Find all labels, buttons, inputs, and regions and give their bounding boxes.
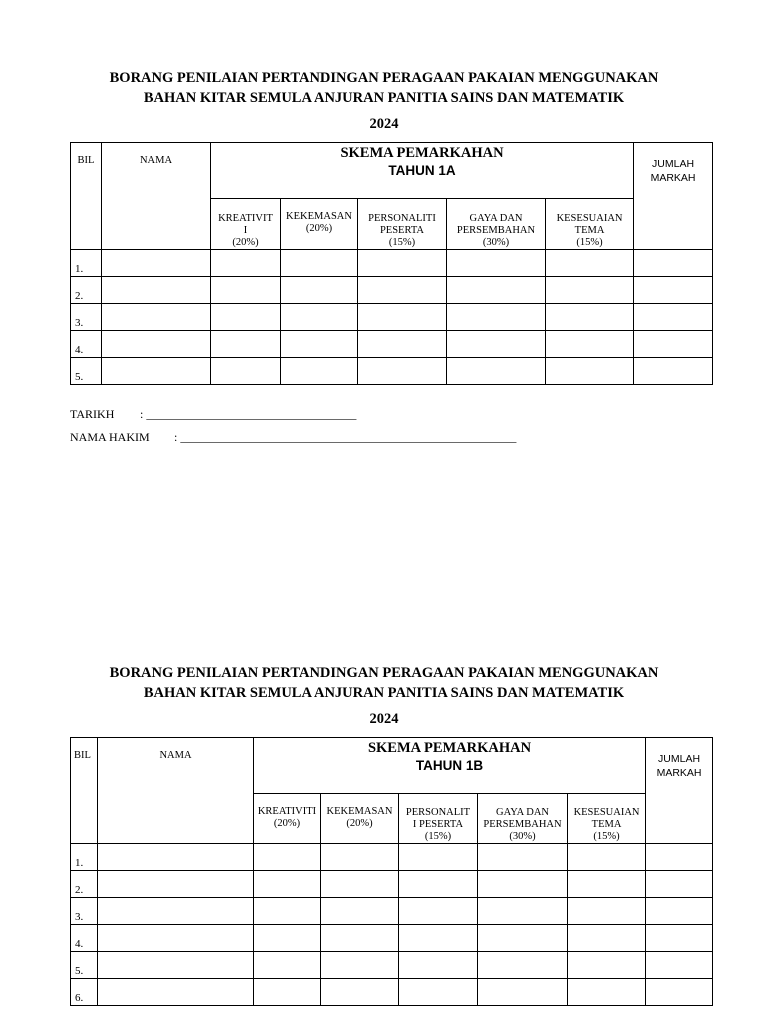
header-jumlah-markah: JUMLAH MARKAH xyxy=(646,738,713,844)
form-year: 2024 xyxy=(369,116,399,132)
table-row: 3. xyxy=(71,898,713,925)
nama-cell[interactable] xyxy=(98,979,254,1006)
criterion-kesesuaian: KESESUAIAN TEMA (15%) xyxy=(546,199,634,250)
nama-cell[interactable] xyxy=(98,952,254,979)
nama-hakim-field[interactable] xyxy=(70,430,516,445)
criterion-gaya: GAYA DAN PERSEMBAHAN (30%) xyxy=(447,199,546,250)
criterion-kekemasan: KEKEMASAN (20%) xyxy=(321,794,399,844)
table-row: 5. xyxy=(71,952,713,979)
nama-cell[interactable] xyxy=(98,925,254,952)
header-skema xyxy=(254,738,646,794)
tarikh-label: TARIKH xyxy=(70,407,115,421)
table-row: 1. xyxy=(71,844,713,871)
table-row: 2. xyxy=(71,277,713,304)
table-row: 3. xyxy=(71,304,713,331)
header-skema xyxy=(211,143,634,199)
score-table-1a xyxy=(70,142,713,385)
tarikh-blank[interactable]: : ___________________________________ xyxy=(140,407,357,421)
criterion-personaliti: PERSONALIT I PESERTA (15%) xyxy=(399,794,478,844)
header-bil: BIL xyxy=(71,143,102,250)
nama-cell[interactable] xyxy=(102,304,211,331)
nama-cell[interactable] xyxy=(102,358,211,385)
form-title xyxy=(64,68,704,108)
scheme-title: SKEMA PEMARKAHAN xyxy=(367,740,532,756)
table-row: 2. xyxy=(71,871,713,898)
title-line-2: BAHAN KITAR SEMULA ANJURAN PANITIA SAINS DAN MATEMATIK xyxy=(143,685,625,701)
header-nama: NAMA xyxy=(98,738,254,844)
criterion-kesesuaian: KESESUAIAN TEMA (15%) xyxy=(568,794,646,844)
criterion-gaya: GAYA DAN PERSEMBAHAN (30%) xyxy=(478,794,568,844)
header-jumlah-markah: JUMLAH MARKAH xyxy=(634,143,713,250)
table-row: 4. xyxy=(71,925,713,952)
table-row: 4. xyxy=(71,331,713,358)
criterion-kekemasan: KEKEMASAN (20%) xyxy=(281,199,358,250)
header-nama: NAMA xyxy=(102,143,211,250)
form-title xyxy=(64,663,704,703)
nama-cell[interactable] xyxy=(98,898,254,925)
scheme-class: TAHUN 1A xyxy=(388,163,456,178)
criterion-personaliti: PERSONALITI PESERTA (15%) xyxy=(358,199,447,250)
table-row: 1. xyxy=(71,250,713,277)
table-row: 5. xyxy=(71,358,713,385)
nama-hakim-label: NAMA HAKIM xyxy=(70,430,150,444)
nama-cell[interactable] xyxy=(98,844,254,871)
tarikh-field[interactable] xyxy=(70,407,356,422)
nama-cell[interactable] xyxy=(102,331,211,358)
criterion-kreativiti: KREATIVITI (20%) xyxy=(254,794,321,844)
title-line-2: BAHAN KITAR SEMULA ANJURAN PANITIA SAINS DAN MATEMATIK xyxy=(143,90,625,106)
score-table-1b xyxy=(70,737,713,1006)
form-tahun-1b xyxy=(0,663,768,728)
scheme-class: TAHUN 1B xyxy=(415,758,484,773)
nama-hakim-blank[interactable]: : ________________________________________________________ xyxy=(174,430,517,444)
scheme-title: SKEMA PEMARKAHAN xyxy=(340,145,504,161)
nama-cell[interactable] xyxy=(98,871,254,898)
title-line-1: BORANG PENILAIAN PERTANDINGAN PERAGAAN PAKAIAN MENGGUNAKAN xyxy=(109,665,659,681)
criterion-kreativiti: KREATIVIT I (20%) xyxy=(211,199,281,250)
nama-cell[interactable] xyxy=(102,250,211,277)
table-row: 6. xyxy=(71,979,713,1006)
header-bil: BIL xyxy=(71,738,98,844)
form-tahun-1a xyxy=(0,68,768,133)
nama-cell[interactable] xyxy=(102,277,211,304)
title-line-1: BORANG PENILAIAN PERTANDINGAN PERAGAAN PAKAIAN MENGGUNAKAN xyxy=(109,70,659,86)
form-year: 2024 xyxy=(369,711,399,727)
